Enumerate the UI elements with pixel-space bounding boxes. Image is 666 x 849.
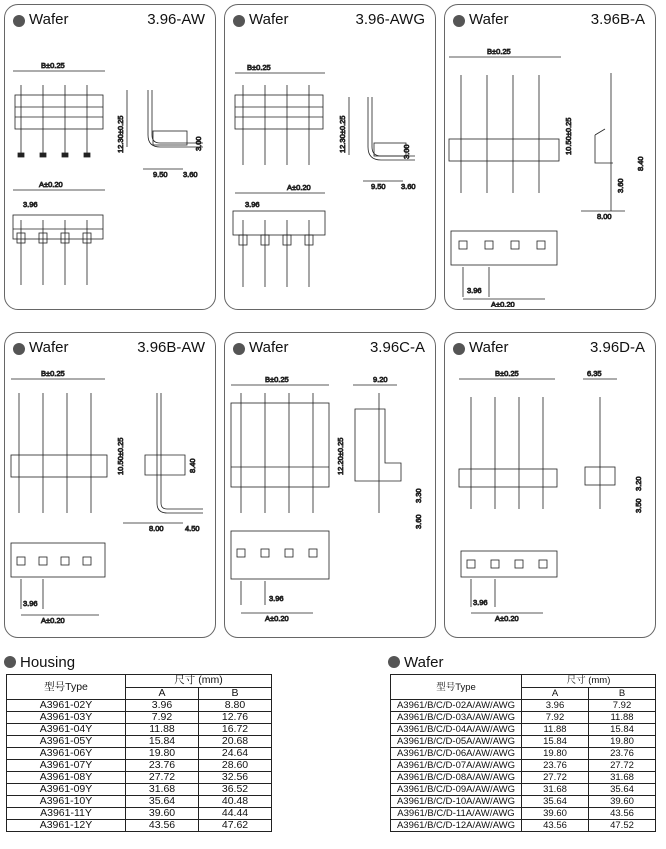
dim-label: A±0.20 [495,614,519,623]
table-row [391,796,656,808]
table-row [7,772,272,784]
bullet-icon [233,343,245,355]
panel-header [453,339,645,361]
type-cell: A3961/B/C/D-03A/AW/AWG [391,712,522,724]
panel-header [13,11,205,33]
panel-code: 3.96D-A [589,339,645,356]
type-header: 型号Type [391,675,522,700]
table-row [7,748,272,760]
a-cell: 3.96 [522,700,589,712]
table-row [7,808,272,820]
b-cell: 31.68 [589,772,656,784]
type-cell: A3961-12Y [7,820,126,832]
a-cell: 19.80 [126,748,199,760]
table-row [391,748,656,760]
b-cell: 24.64 [199,748,272,760]
table-row [391,712,656,724]
drawing-3-96d-a [445,363,655,635]
housing-section-title [4,654,75,671]
type-cell: A3961/B/C/D-05A/AW/AWG [391,736,522,748]
drawing-3-96c-a [225,363,435,635]
type-cell: A3961/B/C/D-11A/AW/AWG [391,808,522,820]
table-row [7,784,272,796]
b-cell: 12.76 [199,712,272,724]
drawing-3-96-awg [225,35,435,307]
dim-label: B±0.25 [495,369,519,378]
type-cell: A3961/B/C/D-06A/AW/AWG [391,748,522,760]
dim-label: 9.20 [373,375,388,384]
panel-code: 3.96C-A [369,339,425,356]
dim-label: A±0.20 [491,300,515,307]
table-header-row [391,675,656,688]
a-cell: 11.88 [126,724,199,736]
a-cell: 43.56 [126,820,199,832]
panel-name: Wafer [29,339,69,356]
dim-label: 3.96 [467,286,482,295]
section-title-text: Housing [20,654,76,671]
a-cell: 15.84 [522,736,589,748]
table-row [7,760,272,772]
table-row [391,820,656,832]
a-cell: 31.68 [522,784,589,796]
dim-label: 3.96 [245,200,260,209]
dim-label: 8.40 [188,458,197,473]
a-cell: 43.56 [522,820,589,832]
type-header: 型号Type [7,675,126,700]
dim-label: 9.50 [153,170,168,179]
housing-spec-table [6,674,272,832]
b-cell: 27.72 [589,760,656,772]
size-header: 尺寸 (mm) [126,675,272,688]
dim-label: 12.30±0.25 [338,115,347,153]
panel-header [13,339,205,361]
dim-label: 3.30 [414,488,423,503]
dim-label: 6.35 [587,369,602,378]
type-cell: A3961-09Y [7,784,126,796]
b-cell: 36.52 [199,784,272,796]
b-cell: 16.72 [199,724,272,736]
dim-label: B±0.25 [265,375,289,384]
type-cell: A3961/B/C/D-08A/AW/AWG [391,772,522,784]
table-row [391,736,656,748]
type-cell: A3961-11Y [7,808,126,820]
col-b-header: B [199,687,272,700]
table-header-row [7,675,272,688]
a-cell: 3.96 [126,700,199,712]
bullet-icon [13,343,25,355]
type-cell: A3961-04Y [7,724,126,736]
dim-label: B±0.25 [41,369,65,378]
section-title-text: Wafer [404,654,444,671]
dim-label: 3.60 [401,182,416,191]
type-cell: A3961/B/C/D-09A/AW/AWG [391,784,522,796]
table-row [7,796,272,808]
panel-header [233,339,425,361]
panel-3-96b-a [444,4,656,310]
dim-label: 12.20±0.25 [336,437,345,475]
panel-name: Wafer [469,339,509,356]
a-cell: 35.64 [522,796,589,808]
panel-code: 3.96-AWG [355,11,425,28]
drawing-3-96b-aw [5,363,215,635]
type-cell: A3961-07Y [7,760,126,772]
bullet-icon [13,15,25,27]
b-cell: 7.92 [589,700,656,712]
type-cell: A3961-05Y [7,736,126,748]
a-cell: 27.72 [522,772,589,784]
dim-label: 3.60 [183,170,198,179]
type-cell: A3961-03Y [7,712,126,724]
dim-label: A±0.20 [41,616,65,625]
a-cell: 39.60 [522,808,589,820]
a-cell: 23.76 [126,760,199,772]
dim-label: 3.20 [634,476,643,491]
b-cell: 40.48 [199,796,272,808]
dim-label: 3.96 [269,594,284,603]
a-cell: 7.92 [522,712,589,724]
panel-name: Wafer [29,11,69,28]
dim-label: 3.96 [473,598,488,607]
panel-name: Wafer [249,11,289,28]
bullet-icon [233,15,245,27]
panel-code: 3.96-AW [147,11,205,28]
dim-label: 12.30±0.25 [116,115,125,153]
dim-label: 3.60 [616,178,625,193]
type-cell: A3961-02Y [7,700,126,712]
dim-label: 3.00 [402,144,411,159]
b-cell: 20.68 [199,736,272,748]
dim-label: B±0.25 [247,63,271,72]
type-cell: A3961/B/C/D-10A/AW/AWG [391,796,522,808]
type-cell: A3961/B/C/D-02A/AW/AWG [391,700,522,712]
type-cell: A3961-08Y [7,772,126,784]
table-row [7,736,272,748]
b-cell: 28.60 [199,760,272,772]
dim-label: 3.00 [194,136,203,151]
dim-label: 8.40 [636,156,645,171]
a-cell: 19.80 [522,748,589,760]
dim-label: B±0.25 [41,61,65,70]
a-cell: 7.92 [126,712,199,724]
panel-name: Wafer [469,11,509,28]
b-cell: 47.62 [199,820,272,832]
drawing-3-96-aw [5,35,215,307]
type-cell: A3961/B/C/D-04A/AW/AWG [391,724,522,736]
dim-label: B±0.25 [487,47,511,56]
dim-label: A±0.20 [39,180,63,189]
dim-label: 10.50±0.25 [116,437,125,475]
table-row [7,820,272,832]
dim-label: 8.00 [149,524,164,533]
table-row [7,712,272,724]
dim-label: 8.00 [597,212,612,221]
b-cell: 43.56 [589,808,656,820]
panel-3-96c-a [224,332,436,638]
panel-3-96-aw [4,4,216,310]
a-cell: 39.60 [126,808,199,820]
type-cell: A3961-06Y [7,748,126,760]
table-row [391,700,656,712]
type-cell: A3961/B/C/D-12A/AW/AWG [391,820,522,832]
table-row [391,724,656,736]
panel-name: Wafer [249,339,289,356]
b-cell: 47.52 [589,820,656,832]
panel-code: 3.96B-A [590,11,645,28]
table-row [391,808,656,820]
wafer-section-title [388,654,443,671]
a-cell: 31.68 [126,784,199,796]
b-cell: 19.80 [589,736,656,748]
dim-label: 3.96 [23,200,38,209]
dim-label: A±0.20 [265,614,289,623]
b-cell: 15.84 [589,724,656,736]
drawing-3-96b-a [445,35,655,307]
b-cell: 23.76 [589,748,656,760]
bullet-icon [453,15,465,27]
table-row [7,724,272,736]
panel-header [233,11,425,33]
dim-label: 9.50 [371,182,386,191]
panel-3-96d-a [444,332,656,638]
panel-3-96b-aw [4,332,216,638]
bullet-icon [388,656,400,668]
col-b-header: B [589,687,656,700]
b-cell: 39.60 [589,796,656,808]
panel-code: 3.96B-AW [137,339,205,356]
type-cell: A3961/B/C/D-07A/AW/AWG [391,760,522,772]
a-cell: 23.76 [522,760,589,772]
bullet-icon [4,656,16,668]
dim-label: 3.96 [23,599,38,608]
dim-label: 10.50±0.25 [564,117,573,155]
col-a-header: A [522,687,589,700]
bullet-icon [453,343,465,355]
panel-header [453,11,645,33]
b-cell: 32.56 [199,772,272,784]
table-row [391,784,656,796]
size-header: 尺寸 (mm) [522,675,656,688]
dim-label: 3.60 [414,514,423,529]
col-a-header: A [126,687,199,700]
dim-label: 3.50 [634,498,643,513]
b-cell: 44.44 [199,808,272,820]
table-row [391,772,656,784]
a-cell: 11.88 [522,724,589,736]
dim-label: 4.50 [185,524,200,533]
table-row [7,700,272,712]
dim-label: A±0.20 [287,183,311,192]
type-cell: A3961-10Y [7,796,126,808]
b-cell: 8.80 [199,700,272,712]
panel-3-96-awg [224,4,436,310]
b-cell: 11.88 [589,712,656,724]
wafer-spec-table [390,674,656,832]
a-cell: 35.64 [126,796,199,808]
b-cell: 35.64 [589,784,656,796]
a-cell: 27.72 [126,772,199,784]
table-row [391,760,656,772]
a-cell: 15.84 [126,736,199,748]
